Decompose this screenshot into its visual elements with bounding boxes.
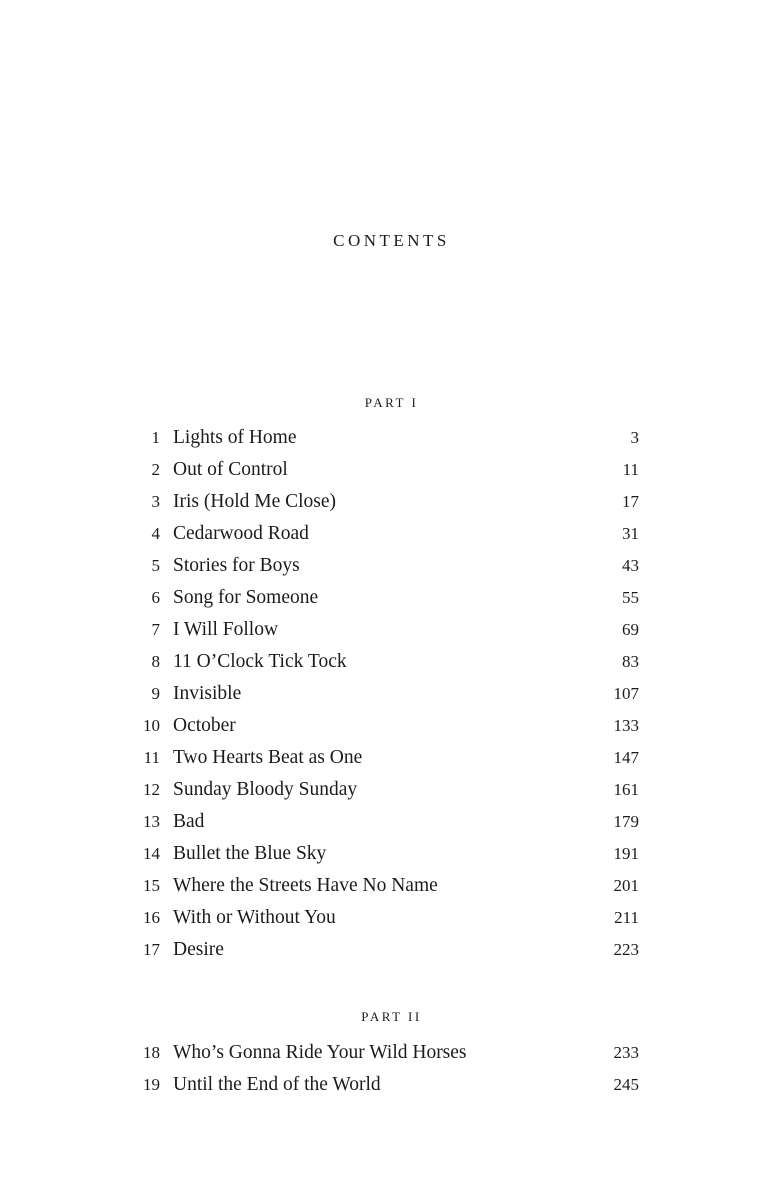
part-heading-1: PART I xyxy=(364,395,419,410)
chapter-page-number: 201 xyxy=(613,876,639,895)
chapter-page-number: 233 xyxy=(613,1043,639,1062)
chapter-page-number: 191 xyxy=(613,844,639,863)
chapter-row xyxy=(130,460,640,492)
chapter-number: 14 xyxy=(143,844,160,863)
chapter-list-part-1 xyxy=(130,428,640,972)
chapter-number: 5 xyxy=(151,556,160,575)
chapter-number: 19 xyxy=(143,1075,160,1094)
chapter-page-number: 55 xyxy=(622,588,639,607)
chapter-row xyxy=(130,748,640,780)
chapter-row xyxy=(130,556,640,588)
chapter-row xyxy=(130,780,640,812)
chapter-page-number: 11 xyxy=(622,460,639,479)
chapter-row xyxy=(130,1043,640,1075)
chapter-title: Two Hearts Beat as One xyxy=(173,747,363,768)
chapter-title: Sunday Bloody Sunday xyxy=(173,779,358,800)
chapter-number: 6 xyxy=(151,588,160,607)
chapter-page-number: 17 xyxy=(622,492,639,511)
chapter-title: Stories for Boys xyxy=(173,555,300,576)
chapter-row xyxy=(130,812,640,844)
chapter-row xyxy=(130,940,640,972)
chapter-title: Iris (Hold Me Close) xyxy=(173,491,337,512)
chapter-page-number: 223 xyxy=(613,940,639,959)
chapter-page-number: 147 xyxy=(613,748,639,767)
chapter-title: 11 O’Clock Tick Tock xyxy=(173,651,347,672)
chapter-row xyxy=(130,844,640,876)
chapter-page-number: 107 xyxy=(613,684,639,703)
chapter-page-number: 43 xyxy=(622,556,639,575)
chapter-number: 9 xyxy=(151,684,160,703)
chapter-page-number: 83 xyxy=(622,652,639,671)
chapter-row xyxy=(130,876,640,908)
chapter-row xyxy=(130,716,640,748)
chapter-row xyxy=(130,652,640,684)
chapter-title: Until the End of the World xyxy=(173,1074,381,1095)
chapter-row xyxy=(130,428,640,460)
chapter-number: 15 xyxy=(143,876,160,895)
chapter-title: With or Without You xyxy=(173,907,336,928)
page-title: CONTENTS xyxy=(333,231,450,250)
chapter-row xyxy=(130,1075,640,1107)
chapter-title: October xyxy=(173,715,236,736)
chapter-row xyxy=(130,620,640,652)
chapter-row xyxy=(130,588,640,620)
chapter-number: 18 xyxy=(143,1043,160,1062)
chapter-page-number: 3 xyxy=(630,428,639,447)
chapter-number: 1 xyxy=(151,428,160,447)
chapter-row xyxy=(130,908,640,940)
chapter-page-number: 211 xyxy=(614,908,639,927)
chapter-page-number: 133 xyxy=(613,716,639,735)
chapter-page-number: 161 xyxy=(613,780,639,799)
chapter-title: Who’s Gonna Ride Your Wild Horses xyxy=(173,1042,467,1063)
chapter-number: 10 xyxy=(143,716,160,735)
chapter-title: Desire xyxy=(173,939,224,960)
chapter-number: 13 xyxy=(143,812,160,831)
chapter-number: 3 xyxy=(151,492,160,511)
chapter-title: Invisible xyxy=(173,683,242,704)
chapter-title: Bullet the Blue Sky xyxy=(173,843,327,864)
chapter-title: Out of Control xyxy=(173,459,288,480)
chapter-number: 7 xyxy=(151,620,160,639)
chapter-title: I Will Follow xyxy=(173,619,279,640)
chapter-number: 12 xyxy=(143,780,160,799)
chapter-page-number: 245 xyxy=(613,1075,639,1094)
chapter-title: Lights of Home xyxy=(173,427,297,448)
chapter-title: Cedarwood Road xyxy=(173,523,309,544)
chapter-page-number: 179 xyxy=(613,812,639,831)
chapter-row xyxy=(130,524,640,556)
chapter-number: 17 xyxy=(143,940,160,959)
chapter-title: Bad xyxy=(173,811,205,832)
chapter-number: 16 xyxy=(143,908,160,927)
chapter-title: Where the Streets Have No Name xyxy=(173,875,438,896)
chapter-number: 4 xyxy=(151,524,160,543)
chapter-number: 11 xyxy=(143,748,160,767)
chapter-title: Song for Someone xyxy=(173,587,319,608)
chapter-page-number: 31 xyxy=(622,524,639,543)
chapter-row xyxy=(130,684,640,716)
chapter-page-number: 69 xyxy=(622,620,639,639)
part-heading-2: PART II xyxy=(361,1009,422,1024)
chapter-number: 8 xyxy=(151,652,160,671)
chapter-row xyxy=(130,492,640,524)
chapter-number: 2 xyxy=(151,460,160,479)
chapter-list-part-2 xyxy=(130,1043,640,1107)
